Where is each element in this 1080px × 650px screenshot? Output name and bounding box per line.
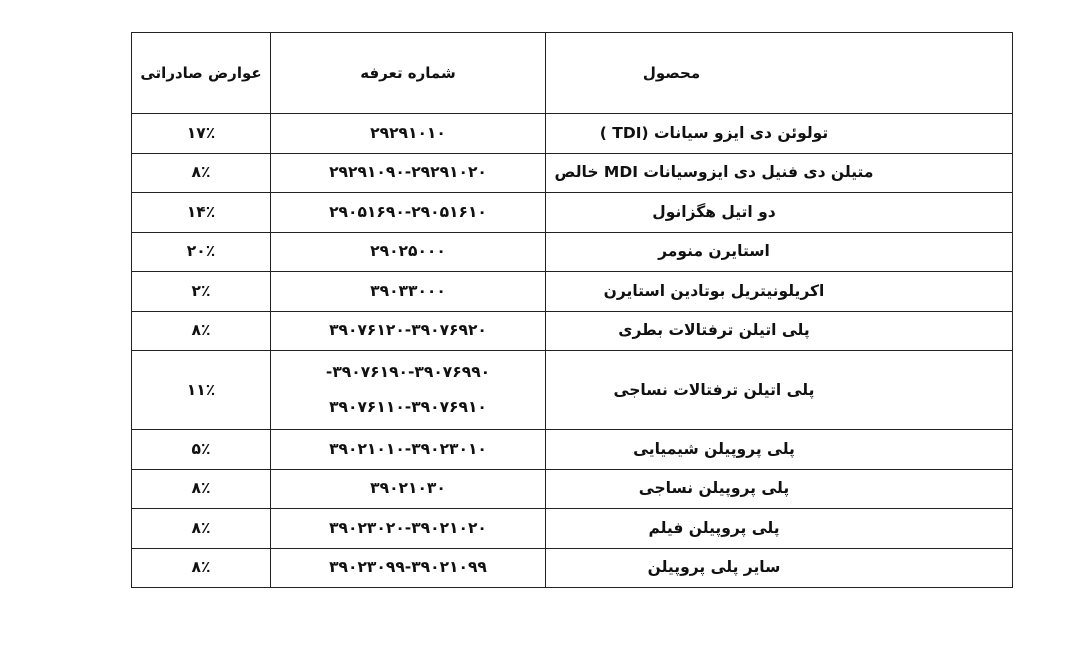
product-cell: پلی پروپیلن شیمیایی <box>546 430 1013 470</box>
table-body <box>132 114 1013 588</box>
export-duty-cell: ۸٪ <box>132 153 271 193</box>
export-duty-cell: ۵٪ <box>132 430 271 470</box>
export-duty-cell: ۲٪ <box>132 272 271 312</box>
export-duty-cell: ۲۰٪ <box>132 232 271 272</box>
table-row <box>132 153 1013 193</box>
product-cell: پلی اتیلن ترفتالات بطری <box>546 311 1013 351</box>
export-duty-cell: ۸٪ <box>132 469 271 509</box>
header-tariff-number: شماره تعرفه <box>271 33 546 114</box>
tariff-number-cell <box>271 351 546 430</box>
table-row <box>132 351 1013 430</box>
tariff-code: ۲۹۲۹۱۰۹۰-۲۹۲۹۱۰۲۰ <box>329 163 487 182</box>
product-cell: پلی پروپیلن نساجی <box>546 469 1013 509</box>
table-row <box>132 114 1013 154</box>
product-cell: پلی پروپیلن فیلم <box>546 509 1013 549</box>
table-row <box>132 311 1013 351</box>
product-cell: استایرن منومر <box>546 232 1013 272</box>
table-row <box>132 548 1013 588</box>
tariff-code: ۳۹۰۲۱۰۱۰-۳۹۰۲۳۰۱۰ <box>329 439 487 458</box>
header-product: محصول <box>546 33 1013 114</box>
tariff-number-cell <box>271 430 546 470</box>
tariff-code: ۳۹۰۷۶۱۱۰-۳۹۰۷۶۹۱۰ <box>329 398 487 416</box>
tariff-code: ۳۹۰۷۶۱۹۰-۳۹۰۷۶۹۹۰- <box>325 363 491 382</box>
export-duty-cell: ۸٪ <box>132 548 271 588</box>
export-duty-cell: ۱۷٪ <box>132 114 271 154</box>
tariff-code: ۳۹۰۷۶۱۲۰-۳۹۰۷۶۹۲۰ <box>329 321 487 340</box>
product-cell: تولوئن دی ایزو سیانات (TDI ) <box>546 114 1013 154</box>
tariff-number-cell <box>271 272 546 312</box>
table-row <box>132 193 1013 233</box>
export-duty-cell: ۱۱٪ <box>132 351 271 430</box>
table-row <box>132 469 1013 509</box>
tariff-number-cell <box>271 193 546 233</box>
table-row <box>132 232 1013 272</box>
export-duty-cell: ۸٪ <box>132 311 271 351</box>
product-cell: دو اتیل هگزانول <box>546 193 1013 233</box>
tariff-code: ۳۹۰۲۳۰۲۰-۳۹۰۲۱۰۲۰ <box>329 518 487 537</box>
tariff-table <box>131 32 1013 588</box>
tariff-code: ۲۹۰۵۱۶۹۰-۲۹۰۵۱۶۱۰ <box>329 202 487 221</box>
header-export-duty: عوارض صادراتی <box>132 33 271 114</box>
tariff-code: ۳۹۰۳۳۰۰۰ <box>370 281 446 300</box>
tariff-code: ۲۹۰۲۵۰۰۰ <box>370 242 446 261</box>
product-cell: پلی اتیلن ترفتالات نساجی <box>546 351 1013 430</box>
export-duty-cell: ۸٪ <box>132 509 271 549</box>
tariff-code: ۳۹۰۲۳۰۹۹-۳۹۰۲۱۰۹۹ <box>329 558 487 577</box>
table-row <box>132 272 1013 312</box>
product-cell: سایر پلی پروپیلن <box>546 548 1013 588</box>
header-row <box>132 33 1013 114</box>
tariff-number-cell <box>271 469 546 509</box>
table-row <box>132 430 1013 470</box>
table-row <box>132 509 1013 549</box>
export-duty-cell: ۱۴٪ <box>132 193 271 233</box>
tariff-code: ۲۹۲۹۱۰۱۰ <box>370 123 446 142</box>
product-cell: اکریلونیتریل بوتادین استایرن <box>546 272 1013 312</box>
tariff-number-cell <box>271 311 546 351</box>
tariff-number-cell <box>271 509 546 549</box>
tariff-number-cell <box>271 548 546 588</box>
tariff-number-cell <box>271 153 546 193</box>
tariff-code: ۳۹۰۲۱۰۳۰ <box>370 479 446 498</box>
tariff-number-cell <box>271 232 546 272</box>
tariff-number-cell <box>271 114 546 154</box>
product-cell: متیلن دی فنیل دی ایزوسیانات MDI خالص <box>546 153 1013 193</box>
